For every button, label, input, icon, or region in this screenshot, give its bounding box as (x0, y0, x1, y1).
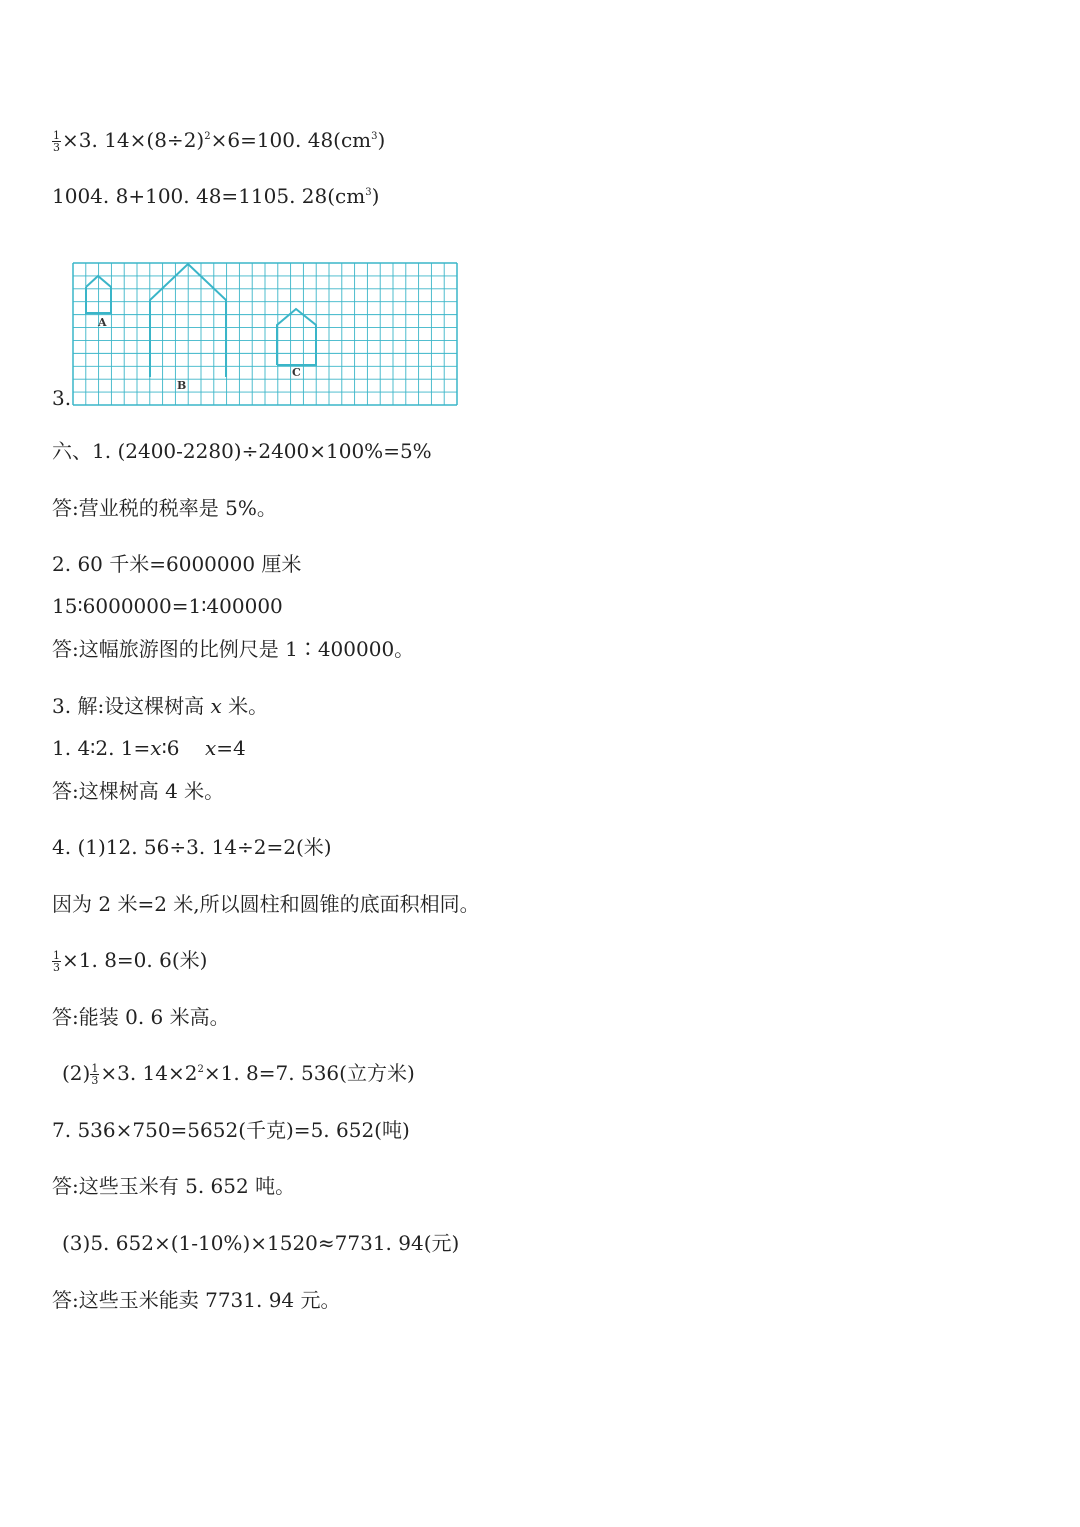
height-formula: $\frac{1}{3}$ ×1. 8=0. 6(米) (53, 948, 208, 974)
tree-proportion: 1. 4∶2. 1=x∶6 x=4 (52, 736, 246, 760)
scale-ratio: 15∶6000000=1∶400000 (52, 594, 283, 618)
corn-weight-answer: 答:这些玉米有 5. 652 吨。 (52, 1174, 296, 1198)
distance-conversion: 2. 60 千米=6000000 厘米 (52, 552, 302, 576)
corn-weight-formula: 7. 536×750=5652(千克)=5. 652(吨) (52, 1118, 410, 1142)
label-a: A (98, 316, 107, 329)
question-number-3: 3. (52, 386, 72, 410)
label-b: B (177, 379, 187, 392)
shape-c (277, 309, 316, 365)
tree-setup: 3. 解:设这棵树高 x 米。 (52, 694, 269, 718)
fraction-one-third: $\frac{1}{3}$ (53, 949, 60, 974)
corn-price-formula: (3)5. 652×(1-10%)×1520≈7731. 94(元) (62, 1231, 460, 1255)
corn-price-answer: 答:这些玉米能卖 7731. 94 元。 (52, 1288, 341, 1312)
formula-cone-volume: $\frac{1}{3}$ ×3. $14\times(8\div 2)^2\times 6=100$. $48(cm^3)$ (53, 128, 386, 154)
formula-total-volume: 1004. 8+100. 48=1105. $28(cm^3)$ (52, 184, 380, 208)
tree-answer: 答:这棵树高 4 米。 (52, 779, 225, 803)
corn-volume-formula: (2) $\frac{1}{3}$ ×3. $14\times 2^2\times 1$. 8=7. 536(立方米) (62, 1061, 415, 1087)
radius-formula: 4. (1)12. 56÷3. 14÷2=2(米) (52, 835, 332, 859)
label-c: C (292, 366, 301, 379)
tax-rate-answer: 答:营业税的税率是 5%。 (52, 496, 277, 520)
grid-lines (73, 263, 457, 405)
grid-figure (72, 262, 458, 406)
fraction-one-third: $\frac{1}{3}$ (53, 129, 60, 154)
scale-answer: 答:这幅旅游图的比例尺是 1∶400000。 (52, 637, 415, 661)
tax-rate-formula: 六、1. (2400-2280)÷2400×100%=5% (52, 439, 432, 463)
fraction-one-third: $\frac{1}{3}$ (91, 1062, 99, 1087)
height-answer: 答:能装 0. 6 米高。 (52, 1005, 230, 1029)
base-area-reasoning: 因为 2 米=2 米,所以圆柱和圆锥的底面积相同。 (52, 892, 480, 916)
